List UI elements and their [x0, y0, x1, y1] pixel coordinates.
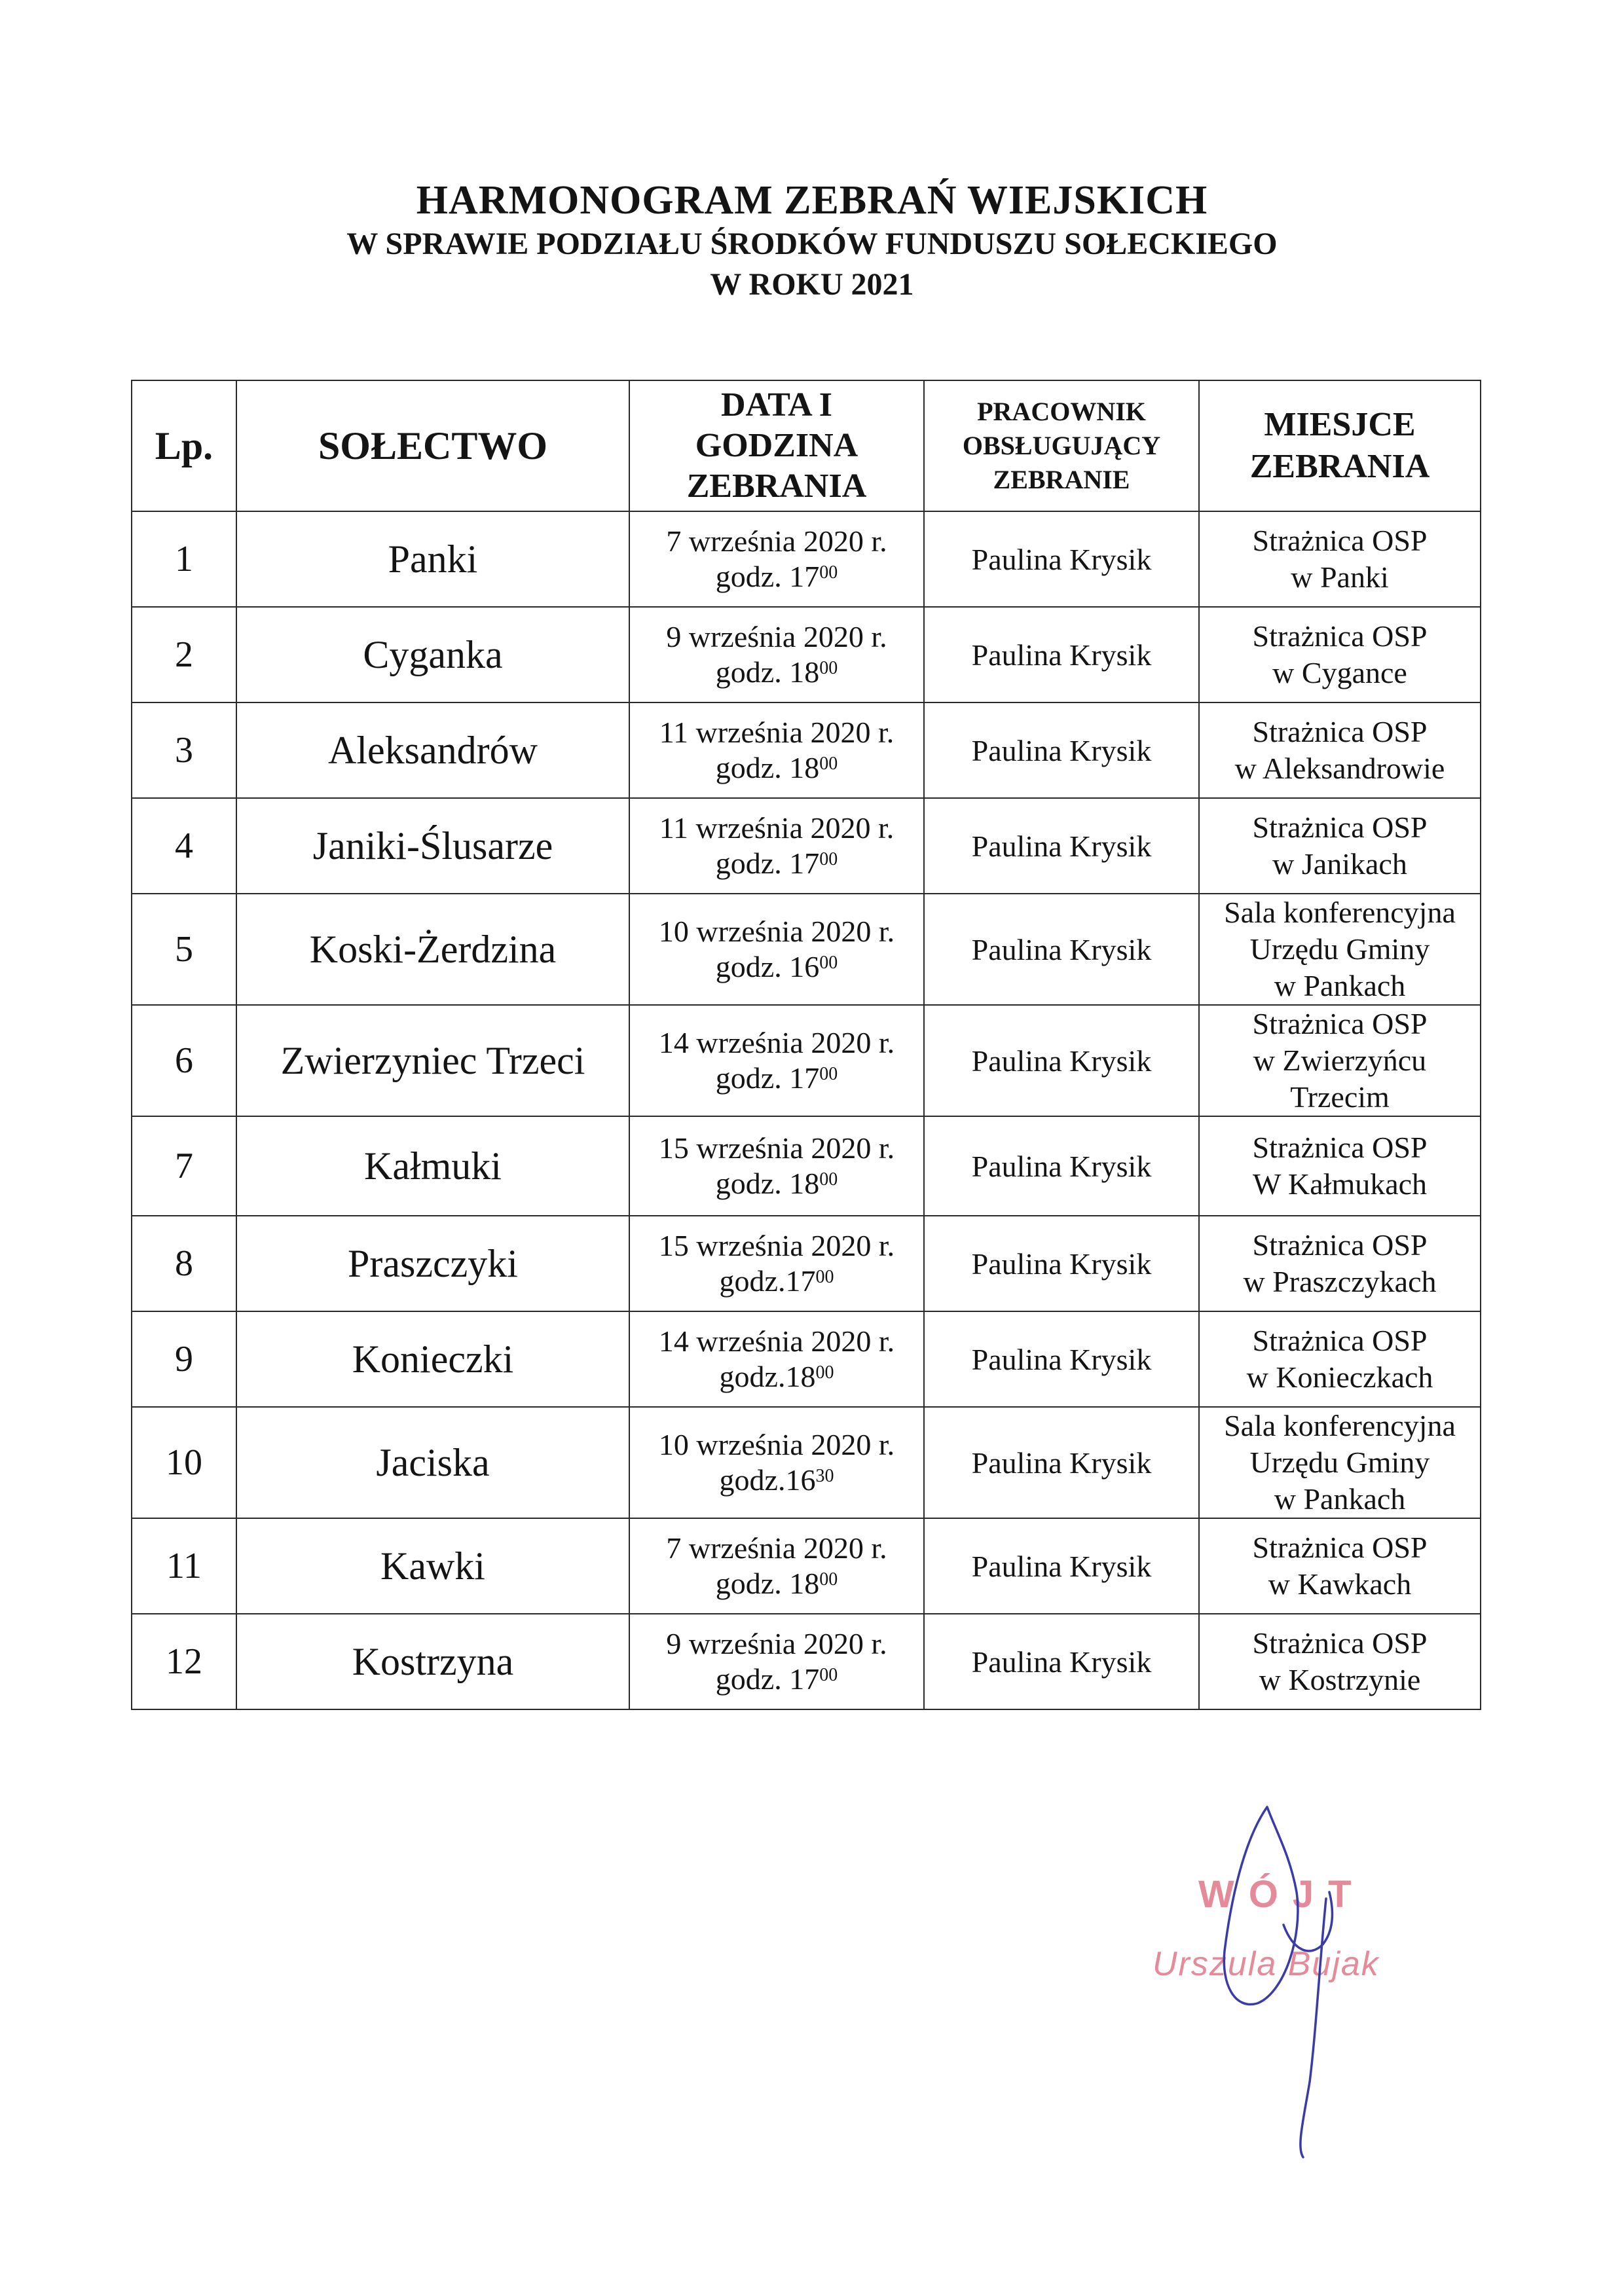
cell-solectwo: Zwierzyniec Trzeci	[236, 1005, 629, 1116]
cell-solectwo: Aleksandrów	[236, 702, 629, 798]
cell-place	[1199, 702, 1481, 798]
meeting-hour	[637, 1566, 917, 1601]
stamp-name: Urszula Bujak	[1153, 1945, 1380, 1983]
cell-solectwo: Kostrzyna	[236, 1614, 629, 1709]
table-body	[132, 511, 1481, 1709]
place-line: w Cygance	[1272, 656, 1407, 689]
cell-employee: Paulina Krysik	[924, 798, 1199, 894]
table-row	[132, 1116, 1481, 1216]
cell-date-time	[629, 607, 924, 702]
cell-solectwo: Janiki-Ślusarze	[236, 798, 629, 894]
cell-place	[1199, 607, 1481, 702]
cell-lp: 2	[132, 607, 236, 702]
meeting-hour-value: godz.16	[719, 1463, 816, 1497]
meeting-minutes-superscript: 00	[819, 1169, 838, 1190]
meeting-hour	[637, 949, 917, 985]
meeting-minutes-superscript: 30	[815, 1466, 834, 1486]
cell-solectwo: Panki	[236, 511, 629, 607]
header-date-time	[629, 380, 924, 511]
meeting-hour-value: godz. 17	[715, 1061, 820, 1095]
meeting-date: 10 września 2020 r.	[658, 1428, 895, 1461]
cell-employee: Paulina Krysik	[924, 1005, 1199, 1116]
meeting-date: 9 września 2020 r.	[666, 620, 887, 653]
table-row	[132, 702, 1481, 798]
place-line: Strażnica OSP	[1252, 1228, 1428, 1262]
title-line-2: W SPRAWIE PODZIAŁU ŚRODKÓW FUNDUSZU SOŁECKIEGO	[346, 227, 1278, 261]
header-employee-line-2: OBSŁUGUJĄCY	[962, 431, 1161, 460]
cell-date-time	[629, 1311, 924, 1407]
title-line-3: W ROKU 2021	[710, 267, 914, 302]
cell-date-time	[629, 1407, 924, 1518]
place-line: W Kałmukach	[1252, 1167, 1428, 1201]
place-line: Strażnica OSP	[1252, 1531, 1428, 1564]
meeting-hour	[637, 655, 917, 690]
cell-lp: 7	[132, 1116, 236, 1216]
cell-place	[1199, 1216, 1481, 1311]
place-line: Trzecim	[1290, 1080, 1390, 1114]
place-line: w Konieczkach	[1246, 1360, 1433, 1394]
header-place	[1199, 380, 1481, 511]
cell-place	[1199, 1116, 1481, 1216]
place-line: Urzędu Gminy	[1249, 932, 1430, 966]
meeting-minutes-superscript: 00	[819, 953, 838, 973]
place-line: Strażnica OSP	[1252, 1007, 1428, 1040]
meeting-hour	[637, 559, 917, 594]
cell-employee: Paulina Krysik	[924, 1407, 1199, 1518]
meeting-hour-value: godz. 18	[715, 655, 820, 689]
table-row	[132, 1005, 1481, 1116]
meeting-minutes-superscript: 00	[819, 754, 838, 774]
meetings-schedule-table	[131, 380, 1481, 1710]
meeting-date: 10 września 2020 r.	[658, 915, 895, 948]
cell-solectwo: Jaciska	[236, 1407, 629, 1518]
place-line: Strażnica OSP	[1252, 715, 1428, 748]
cell-date-time	[629, 894, 924, 1005]
table-row	[132, 1311, 1481, 1407]
cell-lp: 3	[132, 702, 236, 798]
place-line: w Zwierzyńcu	[1253, 1044, 1427, 1077]
cell-place	[1199, 894, 1481, 1005]
place-line: w Pankach	[1274, 969, 1406, 1002]
meeting-hour	[637, 1166, 917, 1201]
meeting-hour-value: godz. 18	[715, 1567, 820, 1600]
place-line: Strażnica OSP	[1252, 1131, 1428, 1164]
header-solectwo: SOŁECTWO	[236, 380, 629, 511]
cell-date-time	[629, 1614, 924, 1709]
table-row	[132, 511, 1481, 607]
place-line: w Aleksandrowie	[1234, 752, 1445, 785]
cell-date-time	[629, 1005, 924, 1116]
meeting-minutes-superscript: 00	[819, 658, 838, 678]
cell-date-time	[629, 1518, 924, 1614]
cell-lp: 4	[132, 798, 236, 894]
meeting-hour	[637, 1662, 917, 1697]
meeting-hour	[637, 1359, 917, 1394]
place-line: w Praszczykach	[1243, 1265, 1437, 1298]
meeting-date: 7 września 2020 r.	[666, 524, 887, 558]
table-row	[132, 607, 1481, 702]
cell-place	[1199, 1614, 1481, 1709]
meeting-hour	[637, 846, 917, 881]
cell-date-time	[629, 511, 924, 607]
cell-place	[1199, 1518, 1481, 1614]
meeting-hour	[637, 1264, 917, 1299]
cell-date-time	[629, 798, 924, 894]
header-employee-line-1: PRACOWNIK	[977, 397, 1146, 426]
cell-employee: Paulina Krysik	[924, 1311, 1199, 1407]
header-date-line-2: GODZINA	[695, 427, 858, 464]
cell-employee: Paulina Krysik	[924, 1216, 1199, 1311]
document-title	[0, 177, 1624, 305]
cell-lp: 11	[132, 1518, 236, 1614]
place-line: w Kostrzynie	[1259, 1663, 1421, 1696]
place-line: Sala konferencyjna	[1224, 1409, 1456, 1442]
cell-lp: 5	[132, 894, 236, 1005]
signature-stroke	[1224, 1807, 1332, 2157]
meeting-date: 9 września 2020 r.	[666, 1627, 887, 1660]
table-header-row	[132, 380, 1481, 511]
table-row	[132, 1407, 1481, 1518]
cell-solectwo: Koski-Żerdzina	[236, 894, 629, 1005]
meeting-date: 15 września 2020 r.	[658, 1131, 895, 1165]
place-line: Strażnica OSP	[1252, 811, 1428, 844]
meeting-hour-value: godz. 18	[715, 1167, 820, 1200]
cell-lp: 10	[132, 1407, 236, 1518]
meeting-minutes-superscript: 00	[815, 1362, 834, 1383]
cell-employee: Paulina Krysik	[924, 894, 1199, 1005]
meeting-minutes-superscript: 00	[819, 1665, 838, 1685]
place-line: Urzędu Gminy	[1249, 1446, 1430, 1479]
meeting-date: 7 września 2020 r.	[666, 1531, 887, 1565]
cell-place	[1199, 511, 1481, 607]
cell-employee: Paulina Krysik	[924, 1518, 1199, 1614]
place-line: Strażnica OSP	[1252, 1324, 1428, 1357]
cell-employee: Paulina Krysik	[924, 1116, 1199, 1216]
cell-place	[1199, 1311, 1481, 1407]
meeting-hour-value: godz. 17	[715, 847, 820, 880]
meeting-date: 11 września 2020 r.	[659, 811, 895, 845]
meeting-hour-value: godz. 16	[715, 950, 820, 983]
table-row	[132, 1216, 1481, 1311]
cell-lp: 1	[132, 511, 236, 607]
meeting-minutes-superscript: 00	[819, 1064, 838, 1084]
header-employee-line-3: ZEBRANIE	[993, 465, 1130, 494]
place-line: w Pankach	[1274, 1482, 1406, 1516]
header-date-line-3: ZEBRANIA	[686, 467, 867, 505]
table-row	[132, 1518, 1481, 1614]
header-place-line-1: MIESJCE	[1264, 406, 1416, 443]
cell-solectwo: Kałmuki	[236, 1116, 629, 1216]
header-place-line-2: ZEBRANIA	[1249, 448, 1430, 485]
cell-place	[1199, 1407, 1481, 1518]
cell-date-time	[629, 1216, 924, 1311]
cell-lp: 9	[132, 1311, 236, 1407]
meeting-date: 14 września 2020 r.	[658, 1324, 895, 1358]
cell-lp: 6	[132, 1005, 236, 1116]
meeting-date: 11 września 2020 r.	[659, 716, 895, 749]
meeting-minutes-superscript: 00	[819, 849, 838, 869]
cell-solectwo: Kawki	[236, 1518, 629, 1614]
cell-solectwo: Praszczyki	[236, 1216, 629, 1311]
meeting-date: 15 września 2020 r.	[658, 1229, 895, 1262]
cell-employee: Paulina Krysik	[924, 702, 1199, 798]
cell-lp: 8	[132, 1216, 236, 1311]
meeting-minutes-superscript: 00	[815, 1267, 834, 1287]
place-line: Strażnica OSP	[1252, 524, 1428, 557]
meeting-hour	[637, 750, 917, 786]
place-line: Strażnica OSP	[1252, 1626, 1428, 1660]
place-line: Strażnica OSP	[1252, 619, 1428, 653]
meeting-date: 14 września 2020 r.	[658, 1026, 895, 1059]
meeting-minutes-superscript: 00	[819, 1569, 838, 1590]
cell-place	[1199, 1005, 1481, 1116]
meeting-hour-value: godz. 17	[715, 560, 820, 593]
cell-place	[1199, 798, 1481, 894]
cell-lp: 12	[132, 1614, 236, 1709]
stamp-title: WÓJT	[1198, 1873, 1366, 1916]
header-date-line-1: DATA I	[721, 386, 832, 424]
place-line: Sala konferencyjna	[1224, 896, 1456, 929]
meeting-hour	[637, 1463, 917, 1498]
title-line-1: HARMONOGRAM ZEBRAŃ WIEJSKICH	[416, 178, 1208, 223]
place-line: w Kawkach	[1268, 1567, 1412, 1601]
cell-date-time	[629, 1116, 924, 1216]
handwritten-signature	[1205, 1794, 1362, 2160]
cell-employee: Paulina Krysik	[924, 1614, 1199, 1709]
place-line: w Janikach	[1272, 847, 1407, 881]
meeting-hour-value: godz. 17	[715, 1662, 820, 1696]
meeting-hour	[637, 1061, 917, 1096]
header-lp: Lp.	[132, 380, 236, 511]
cell-employee: Paulina Krysik	[924, 511, 1199, 607]
meeting-minutes-superscript: 00	[819, 562, 838, 583]
table-row	[132, 1614, 1481, 1709]
place-line: w Panki	[1291, 560, 1389, 594]
table-row	[132, 798, 1481, 894]
cell-date-time	[629, 702, 924, 798]
table-row	[132, 894, 1481, 1005]
cell-solectwo: Konieczki	[236, 1311, 629, 1407]
meeting-hour-value: godz.17	[719, 1264, 816, 1298]
cell-solectwo: Cyganka	[236, 607, 629, 702]
meeting-hour-value: godz.18	[719, 1360, 816, 1393]
meeting-hour-value: godz. 18	[715, 751, 820, 784]
header-employee	[924, 380, 1199, 511]
cell-employee: Paulina Krysik	[924, 607, 1199, 702]
